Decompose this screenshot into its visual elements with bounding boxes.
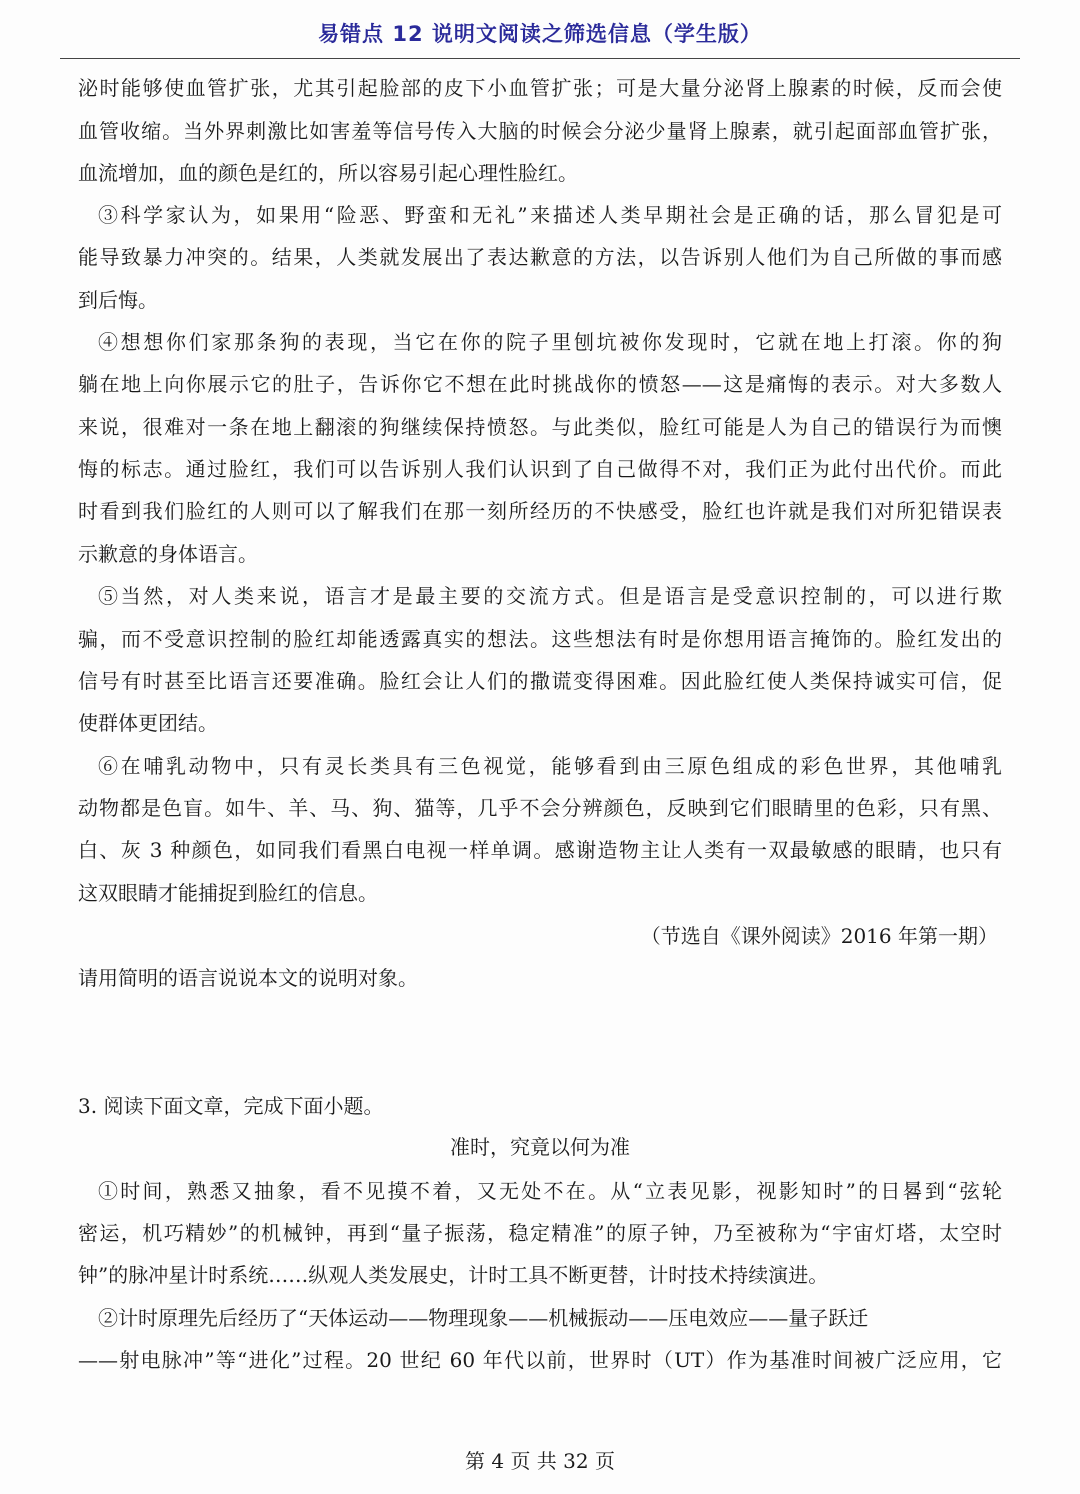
article-paragraph-1-line: ①时间，熟悉又抽象，看不见摸不着，又无处不在。从“立表见影，视影知时”的日晷到“弦轮 [98,1179,1002,1203]
header-divider [60,58,1020,59]
passage-line: 使群体更团结。 [78,711,218,735]
paragraph-6-line: ⑥在哺乳动物中，只有灵长类具有三色视觉，能够看到由三原色组成的彩色世界，其他哺乳 [98,754,1002,778]
passage-line: 白、灰 3 种颜色，如同我们看黑白电视一样单调。感谢造物主让人类有一双最敏感的眼睛，也只有 [78,838,1002,862]
question-3-prompt: 3. 阅读下面文章，完成下面小题。 [78,1094,384,1118]
question-text: 请用简明的语言说说本文的说明对象。 [78,966,418,990]
paragraph-5-line: ⑤当然，对人类来说，语言才是最主要的交流方式。但是语言是受意识控制的，可以进行欺 [98,584,1002,608]
passage-line: 泌时能够使血管扩张，尤其引起脸部的皮下小血管扩张；可是大量分泌肾上腺素的时候，反而会使 [78,76,1002,100]
article-line: 钟”的脉冲星计时系统……纵观人类发展史，计时工具不断更替，计时技术持续演进。 [78,1263,829,1287]
passage-line: 悔的标志。通过脸红，我们可以告诉别人我们认识到了自己做得不对，我们正为此付出代价。而此 [78,457,1002,481]
paragraph-4-line: ④想想你们家那条狗的表现，当它在你的院子里刨坑被你发现时，它就在地上打滚。你的狗 [98,330,1002,354]
page-header-title: 易错点 12 说明文阅读之筛选信息（学生版） [318,22,762,46]
paragraph-3-line: ③科学家认为，如果用“险恶、野蛮和无礼”来描述人类早期社会是正确的话，那么冒犯是可 [98,203,1002,227]
passage-line: 能导致暴力冲突的。结果，人类就发展出了表达歉意的方法，以告诉别人他们为自己所做的事而感 [78,245,1002,269]
passage-line: 血流增加，血的颜色是红的，所以容易引起心理性脸红。 [78,161,578,185]
page-number: 第 4 页 共 32 页 [465,1449,615,1473]
passage-line: 骗，而不受意识控制的脸红却能透露真实的想法。这些想法有时是你想用语言掩饰的。脸红发出的 [78,627,1002,651]
article-paragraph-2-line: ②计时原理先后经历了“天体运动——物理现象——机械振动——压电效应——量子跃迁 [98,1306,869,1330]
passage-line: 动物都是色盲。如牛、羊、马、狗、猫等，几乎不会分辨颜色，反映到它们眼睛里的色彩，只有黑、 [78,796,1002,820]
passage-line: 躺在地上向你展示它的肚子，告诉你它不想在此时挑战你的愤怒——这是痛悔的表示。对大多数人 [78,372,1002,396]
passage-line: 信号有时甚至比语言还要准确。脸红会让人们的撒谎变得困难。因此脸红使人类保持诚实可信，促 [78,669,1002,693]
article-title: 准时，究竟以何为准 [450,1135,630,1159]
passage-line: 时看到我们脸红的人则可以了解我们在那一刻所经历的不快感受，脸红也许就是我们对所犯错误表 [78,499,1002,523]
passage-line: 来说，很难对一条在地上翻滚的狗继续保持愤怒。与此类似，脸红可能是人为自己的错误行为而懊 [78,415,1002,439]
article-line: 密运，机巧精妙”的机械钟，再到“量子振荡，稳定精准”的原子钟，乃至被称为“宇宙灯塔，太空时 [78,1221,1002,1245]
passage-line: 示歉意的身体语言。 [78,542,258,566]
passage-line: 这双眼睛才能捕捉到脸红的信息。 [78,881,378,905]
passage-line: 血管收缩。当外界刺激比如害羞等信号传入大脑的时候会分泌少量肾上腺素，就引起面部血管扩张， [78,119,1002,143]
source-citation: （节选自《课外阅读》2016 年第一期） [640,924,998,948]
passage-line: 到后悔。 [78,288,158,312]
article-line: ——射电脉冲”等“进化”过程。20 世纪 60 年代以前，世界时（UT）作为基准时间被广泛应用，它 [78,1348,1002,1372]
